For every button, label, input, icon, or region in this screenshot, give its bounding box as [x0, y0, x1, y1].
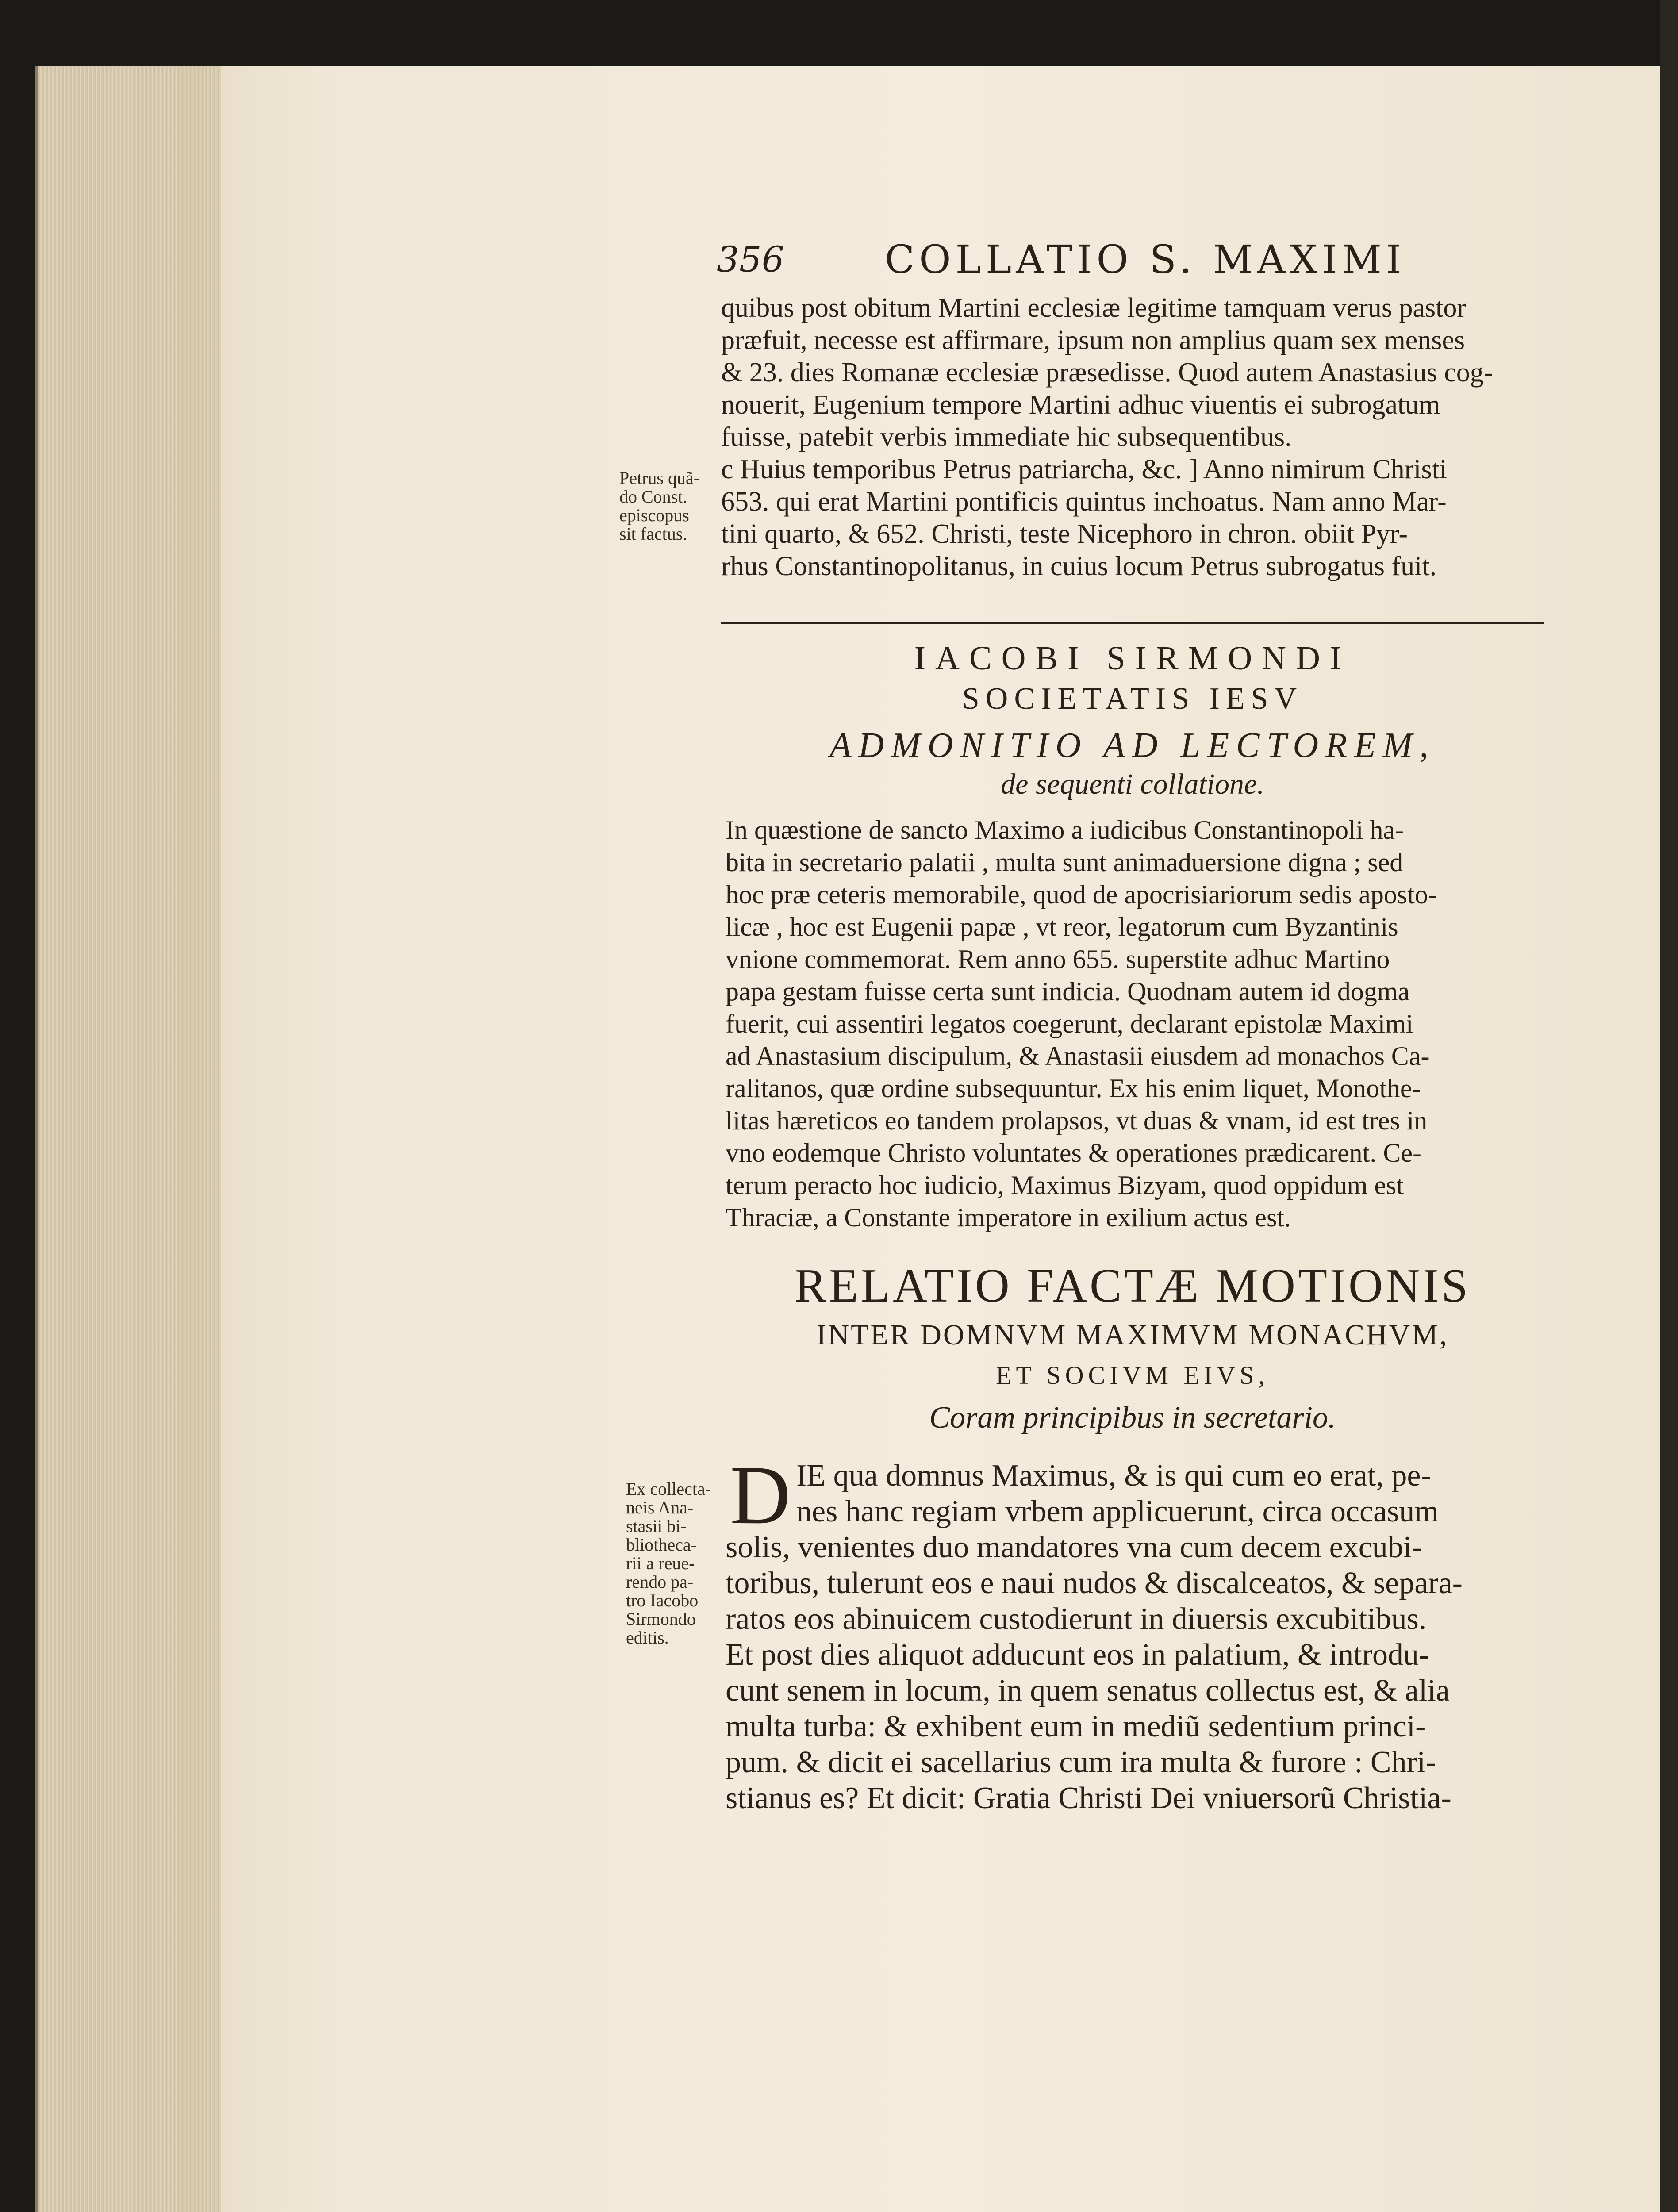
text-line: In quæstione de sancto Maximo a iudicibus Constantinopoli ha- [726, 815, 1404, 845]
text-line: nes hanc regiam vrbem applicuerunt, circa occasum [796, 1494, 1439, 1528]
text-line: c Huius temporibus Petrus patriarcha, &c. ] Anno nimirum Christi [721, 454, 1448, 484]
section2-line2: INTER DOMNVM MAXIMVM MONACHVM, [816, 1319, 1449, 1351]
margin-line: tro Iacobo [626, 1590, 699, 1610]
text-line: quibus post obitum Martini ecclesiæ legitime tamquam verus pastor [721, 293, 1467, 323]
text-line: terum peracto hoc iudicio, Maximus Bizyam, quod oppidum est [726, 1171, 1404, 1200]
margin-line: neis Ana- [626, 1498, 694, 1517]
text-line: bita in secretario palatii , multa sunt animaduersione digna ; sed [726, 848, 1403, 877]
text-line: toribus, tulerunt eos e naui nudos & discalceatos, & separa- [726, 1566, 1463, 1600]
margin-line: editis. [626, 1628, 669, 1647]
book-page-edges [35, 66, 233, 2212]
margin-line: stasii bi- [626, 1516, 687, 1536]
text-line: & 23. dies Romanæ ecclesiæ præsedisse. Quod autem Anastasius cog- [721, 357, 1493, 388]
margin-line: Sirmondo [626, 1609, 696, 1629]
text-line: licæ , hoc est Eugenii papæ , vt reor, legatorum cum Byzantinis [726, 912, 1398, 941]
background-edge [1660, 0, 1678, 2212]
text-line: ad Anastasium discipulum, & Anastasii eiusdem ad monachos Ca- [726, 1041, 1430, 1071]
drop-cap: D [730, 1449, 791, 1542]
section-heading-name: IACOBI SIRMONDI [914, 640, 1351, 677]
text-line: rhus Constantinopolitanus, in cuius locum Petrus subrogatus fuit. [721, 551, 1437, 581]
text-line: tini quarto, & 652. Christi, teste Nicephoro in chron. obiit Pyr- [721, 519, 1408, 549]
text-line: 653. qui erat Martini pontificis quintus inchoatus. Nam anno Mar- [721, 487, 1447, 517]
text-line: cunt senem in locum, in quem senatus collectus est, & alia [726, 1674, 1450, 1708]
text-line: multa turba: & exhibent eum in mediũ sedentium princi- [726, 1709, 1426, 1743]
section-heading-society: SOCIETATIS IESV [962, 682, 1303, 716]
text-line: litas hæreticos eo tandem prolapsos, vt duas & vnam, id est tres in [726, 1106, 1428, 1135]
text-line: vnione commemorat. Rem anno 655. superstite adhuc Martino [726, 945, 1390, 974]
text-line: ratos eos abinuicem custodierunt in diuersis excubitibus. [726, 1602, 1427, 1636]
margin-line: do Const. [619, 487, 687, 507]
margin-note-source [626, 1480, 719, 1647]
margin-line: rendo pa- [626, 1572, 694, 1592]
text-line: Thraciæ, a Constante imperatore in exilium actus est. [726, 1203, 1291, 1232]
text-line: vno eodemque Christo voluntates & operationes prædicarent. Ce- [726, 1138, 1421, 1167]
section2-line3: ET SOCIVM EIVS, [996, 1361, 1269, 1390]
margin-line: Ex collecta- [626, 1479, 711, 1499]
text-block-3 [726, 1458, 1544, 1816]
section2-line4: Coram principibus in secretario. [929, 1401, 1336, 1435]
section2-title: RELATIO FACTÆ MOTIONIS [795, 1260, 1471, 1312]
text-line: Et post dies aliquot adducunt eos in palatium, & introdu- [726, 1638, 1429, 1672]
text-line: IE qua domnus Maximus, & is qui cum eo erat, pe- [796, 1459, 1431, 1493]
text-line: stianus es? Et dicit: Gratia Christi Dei vniuersorũ Christia- [726, 1781, 1451, 1815]
margin-line: sit factus. [619, 524, 687, 544]
text-line: præfuit, necesse est affirmare, ipsum non amplius quam sex menses [721, 325, 1465, 355]
margin-line: rii a reue- [626, 1553, 695, 1573]
text-line: ralitanos, quæ ordine subsequuntur. Ex his enim liquet, Monothe- [726, 1074, 1421, 1103]
text-line: pum. & dicit ei sacellarius cum ira multa & furore : Chri- [726, 1745, 1436, 1779]
text-line: papa gestam fuisse certa sunt indicia. Quodnam autem id dogma [726, 977, 1410, 1006]
text-block-1 [721, 292, 1544, 583]
margin-note-petrus [619, 469, 717, 543]
section-rule [721, 622, 1544, 624]
text-line: hoc præ ceteris memorabile, quod de apocrisiariorum sedis aposto- [726, 880, 1437, 909]
running-title: COLLATIO S. MAXIMI [885, 237, 1406, 282]
text-line: fuisse, patebit verbis immediate hic subsequentibus. [721, 422, 1292, 452]
page-number: 356 [717, 239, 784, 280]
margin-line: Petrus quã- [619, 468, 700, 488]
section-heading-subtitle: de sequenti collatione. [1001, 768, 1264, 800]
margin-line: episcopus [619, 505, 689, 525]
section-heading-title: ADMONITIO AD LECTOREM, [829, 726, 1436, 765]
text-line: fuerit, cui assentiri legatos coegerunt, declarant epistolæ Maximi [726, 1009, 1413, 1038]
page-header [717, 239, 1540, 292]
text-line: nouerit, Eugenium tempore Martini adhuc viuentis ei subrogatum [721, 390, 1440, 420]
text-block-2 [726, 814, 1544, 1234]
text-line: solis, venientes duo mandatores vna cum decem excubi- [726, 1530, 1422, 1564]
margin-line: bliotheca- [626, 1535, 697, 1555]
